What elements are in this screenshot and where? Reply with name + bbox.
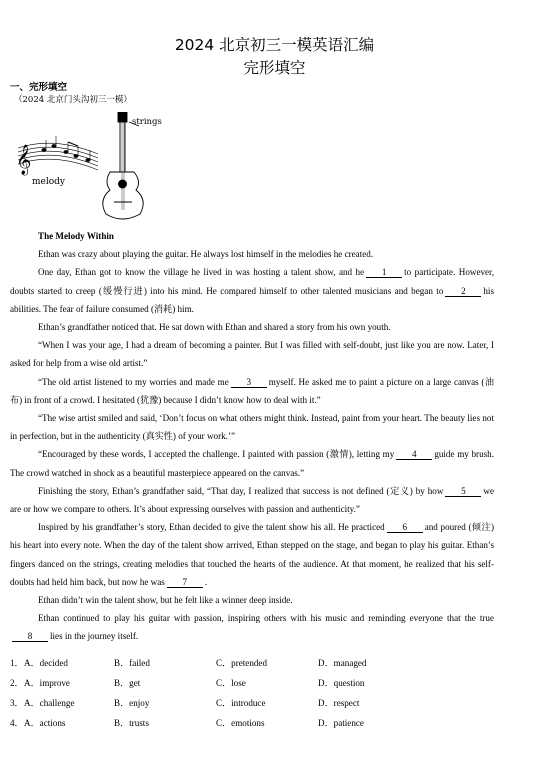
- option-d: D．managed: [318, 658, 367, 668]
- question-number: 3．: [10, 698, 24, 708]
- option-a: A．improve: [24, 678, 70, 688]
- option-b: B．failed: [114, 658, 150, 668]
- paragraph-8: Finishing the story, Ethan’s grandfather said, “That day, I realized that success is not defined (定义) by how 5 we are or how we compare to others. It’s about expressing ourselves with passion and authenticity.”: [10, 485, 494, 515]
- option-d: D．patience: [318, 718, 364, 728]
- paragraph-9: Inspired by his grandfather’s story, Ethan decided to give the talent show his all. He practiced 6 and poured (倾注) his heart into every note. When the day of the talent show arrived, Ethan stepped on the stage, and began to play his guitar. Ethan’s fingers danced on the strings, creating melodies that touched the hearts of the audience. At that moment, he realized that his self-doubts had held him back, but now he was 7 .: [10, 522, 494, 587]
- guitar-melody-illustration: [14, 112, 164, 224]
- paragraph-5: “The old artist listened to my worries and made me 3 myself. He asked me to paint a picture on a large canvas (油布) in front of a crowd. I hesitated (犹豫) because I didn’t know how to deal with it.”: [10, 376, 494, 405]
- strings-label: strings: [132, 117, 162, 127]
- paragraph-1: Ethan was crazy about playing the guitar. He always lost himself in the melodies he created.: [38, 249, 374, 260]
- paragraph-6: “The wise artist smiled and said, ‘Don’t focus on what others might think. Instead, paint from your heart. The beauty lies not in perfection, but in the authenticity (真实性) of your work.’”: [10, 413, 494, 442]
- question-row: [10, 694, 510, 714]
- option-c: C．pretended: [216, 658, 268, 668]
- option-c: C．emotions: [216, 718, 265, 728]
- question-row: [10, 714, 510, 734]
- option-a: A．actions: [24, 718, 66, 728]
- blank-4: 4: [396, 449, 432, 460]
- passage-heading: The Melody Within: [38, 231, 114, 241]
- blank-7: 7: [167, 577, 203, 588]
- option-b: B．get: [114, 678, 141, 688]
- paragraph-4: “When I was your age, I had a dream of becoming a painter. But I was filled with self-doubt, just like you are now. Later, I asked for help from a wise old artist.”: [10, 340, 494, 369]
- blank-8: 8: [12, 631, 48, 642]
- blank-5: 5: [445, 486, 481, 497]
- guitar-icon: [103, 112, 143, 219]
- question-number: 4．: [10, 718, 24, 728]
- option-a: A．challenge: [24, 698, 75, 708]
- question-number: 1．: [10, 658, 24, 668]
- blank-2: 2: [445, 286, 481, 297]
- paragraph-10: Ethan didn’t win the talent show, but he felt like a winner deep inside.: [38, 595, 293, 606]
- option-a: A．decided: [24, 658, 68, 668]
- question-row: [10, 654, 510, 674]
- passage: [10, 227, 494, 646]
- blank-6: 6: [387, 522, 423, 533]
- question-row: [10, 674, 510, 694]
- document-subtitle: 完形填空: [243, 59, 306, 77]
- answer-options: [10, 654, 510, 734]
- question-number: 2．: [10, 678, 24, 688]
- option-b: B．enjoy: [114, 698, 150, 708]
- source-note: （2024 北京门头沟初三一模）: [14, 95, 132, 105]
- paragraph-7: “Encouraged by these words, I accepted the challenge. I painted with passion (激情), letting my 4 guide my brush. The crowd watched in shock as a beautiful masterpiece appeared on the canvas.”: [10, 449, 494, 478]
- paragraph-2: One day, Ethan got to know the village he lived in was hosting a talent show, and he 1 to participate. However, doubts started to creep (缓慢行进) into his mind. He compared himself to other talented musicians and began to 2 his abilities. The fear of failure consumed (消耗) him.: [10, 267, 494, 314]
- document-title: 2024 北京初三一模英语汇编: [174, 36, 375, 54]
- blank-3: 3: [231, 377, 267, 388]
- option-c: C．introduce: [216, 698, 266, 708]
- paragraph-3: Ethan’s grandfather noticed that. He sat down with Ethan and shared a story from his own youth.: [38, 322, 391, 333]
- paragraph-11: Ethan continued to play his guitar with passion, inspiring others with his music and reminding everyone that the true8 lies in the journey itself.: [10, 609, 494, 645]
- option-d: D．question: [318, 678, 365, 688]
- option-d: D．respect: [318, 698, 360, 708]
- section-label: 一、完形填空: [10, 82, 68, 93]
- treble-clef-icon: 𝄞: [16, 145, 32, 175]
- option-b: B．trusts: [114, 718, 149, 728]
- blank-1: 1: [366, 267, 402, 278]
- melody-label: melody: [32, 177, 66, 187]
- option-c: C．lose: [216, 678, 246, 688]
